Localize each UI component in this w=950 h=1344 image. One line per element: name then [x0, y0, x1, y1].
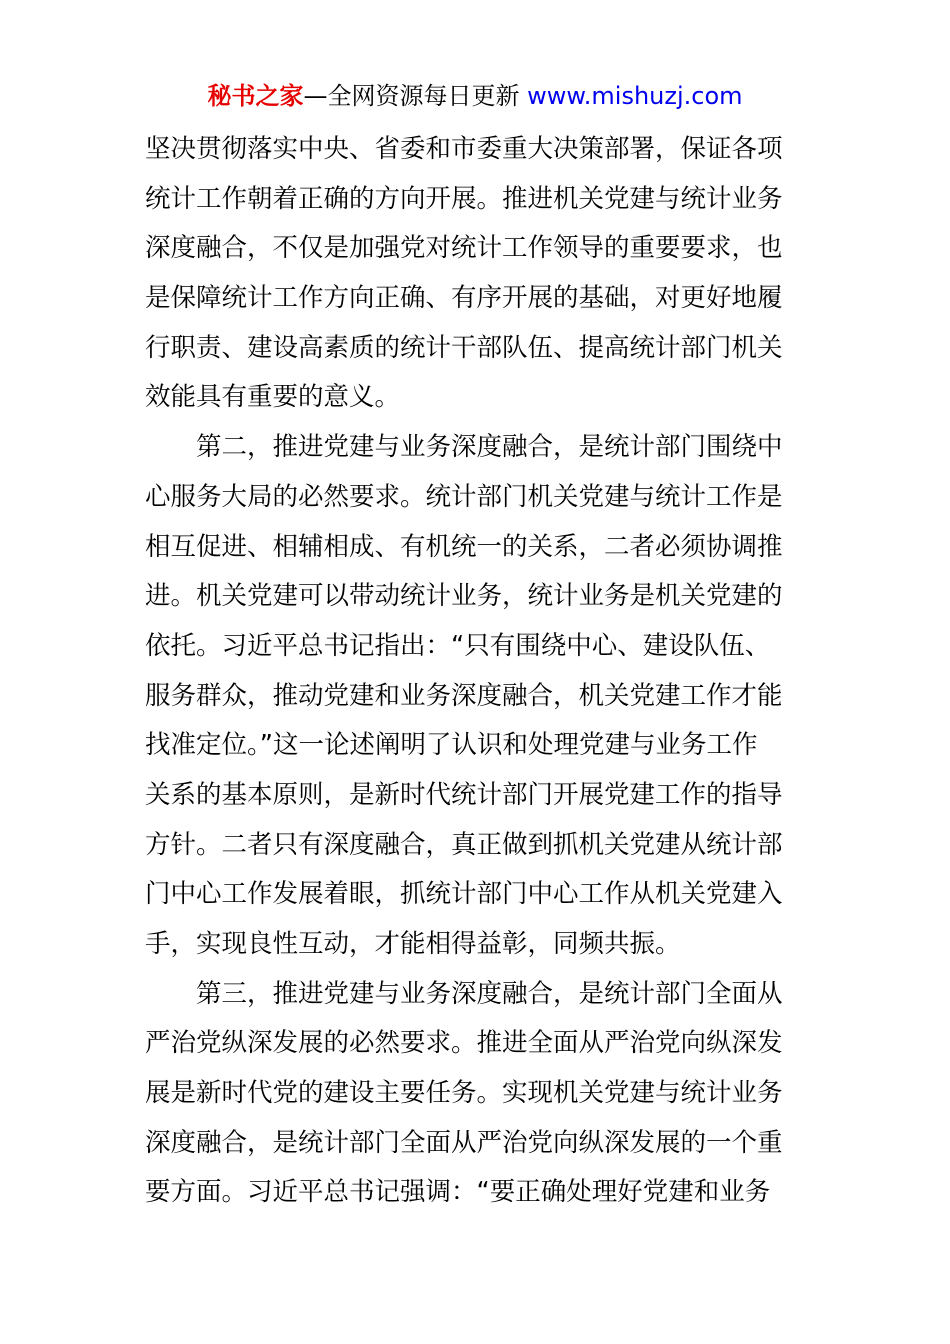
text-line: 效能具有重要的意义。	[145, 382, 401, 413]
text-line: 第二，推进党建与业务深度融合，是统计部门围绕中	[196, 432, 783, 463]
text-line: 第三，推进党建与业务深度融合，是统计部门全面从	[196, 978, 783, 1009]
header-tagline: —全网资源每日更新	[303, 82, 528, 110]
site-url-link[interactable]: www.mishuzj.com	[527, 82, 743, 110]
text-line: 相互促进、相辅相成、有机统一的关系，二者必须协调推	[145, 531, 783, 562]
text-line: 依托。习近平总书记指出：“只有围绕中心、建设队伍、	[145, 630, 771, 661]
text-line: 进。机关党建可以带动统计业务，统计业务是机关党建的	[145, 581, 783, 612]
page-header	[0, 80, 950, 112]
text-line: 手，实现良性互动，才能相得益彰，同频共振。	[145, 929, 681, 959]
text-line: 深度融合，不仅是加强党对统计工作领导的重要要求，也	[145, 233, 783, 264]
text-line: 是保障统计工作方向正确、有序开展的基础，对更好地履	[145, 283, 783, 314]
text-line: 展是新时代党的建设主要任务。实现机关党建与统计业务	[145, 1078, 783, 1109]
text-line: 门中心工作发展着眼，抓统计部门中心工作从机关党建入	[145, 879, 783, 910]
text-line: 坚决贯彻落实中央、省委和市委重大决策部署，保证各项	[145, 134, 783, 164]
document-body	[145, 125, 810, 1218]
text-line: 深度融合，是统计部门全面从严治党向纵深发展的一个重	[145, 1127, 783, 1158]
text-line: 行职责、建设高素质的统计干部队伍、提高统计部门机关	[145, 332, 783, 363]
text-line: 统计工作朝着正确的方向开展。推进机关党建与统计业务	[145, 183, 783, 214]
text-line: 要方面。习近平总书记强调：“要正确处理好党建和业务	[145, 1177, 771, 1208]
text-line: 服务群众，推动党建和业务深度融合，机关党建工作才能	[145, 680, 783, 711]
text-line: 方针。二者只有深度融合，真正做到抓机关党建从统计部	[145, 829, 783, 860]
brand-name: 秘书之家	[207, 82, 304, 110]
text-line: 找准定位。”这一论述阐明了认识和处理党建与业务工作	[145, 730, 758, 761]
text-line: 关系的基本原则，是新时代统计部门开展党建工作的指导	[145, 779, 783, 810]
text-line: 心服务大局的必然要求。统计部门机关党建与统计工作是	[145, 481, 783, 512]
text-line: 严治党纵深发展的必然要求。推进全面从严治党向纵深发	[145, 1028, 783, 1059]
